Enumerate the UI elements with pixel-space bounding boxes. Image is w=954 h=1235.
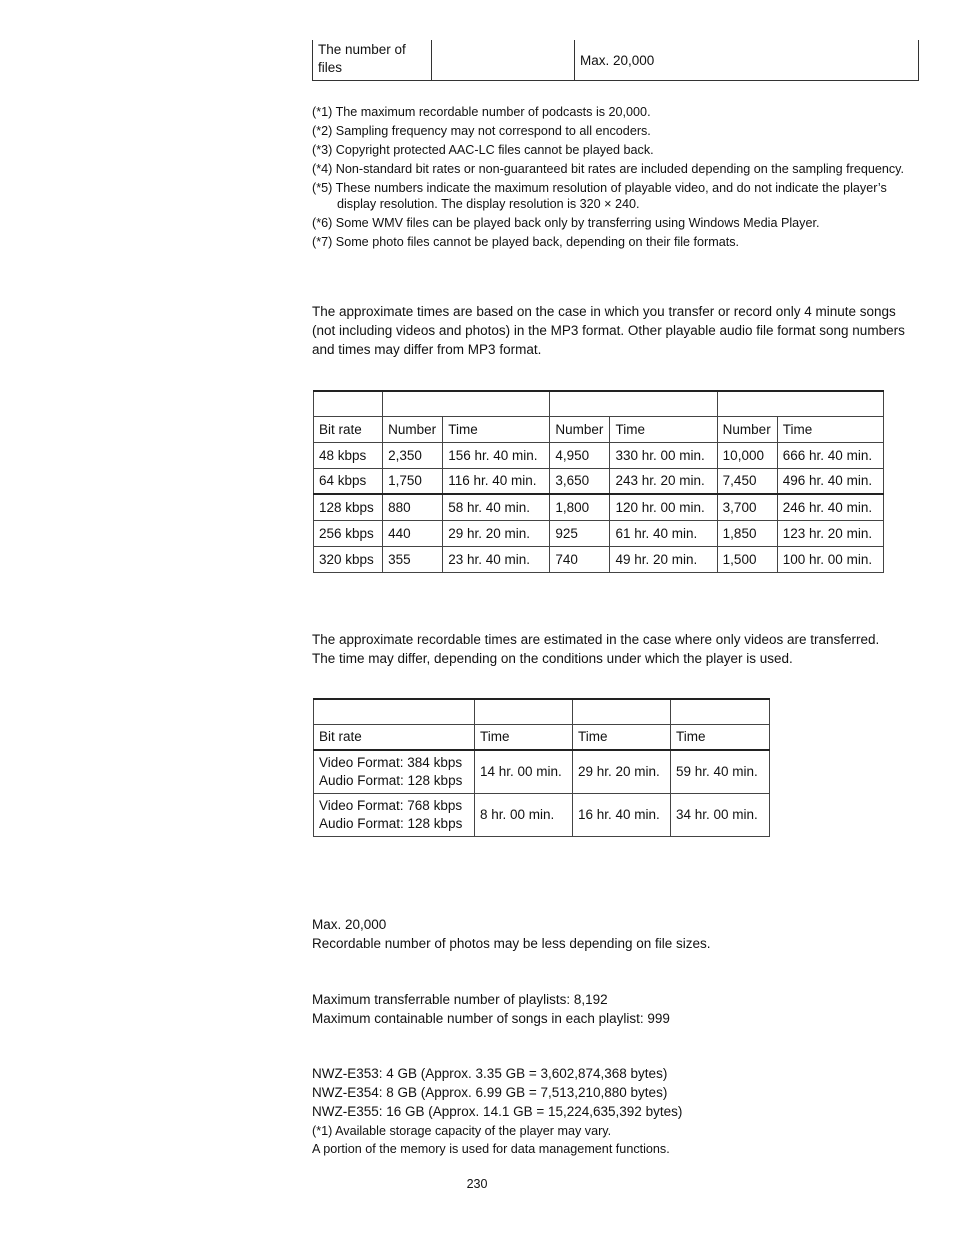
table-cell: 440 [383, 520, 443, 546]
music-table [313, 390, 884, 573]
table-cell: 880 [383, 494, 443, 520]
music-empty-cell [550, 391, 717, 416]
header-cell: Number [383, 416, 443, 442]
bitrate-line: Audio Format: 128 kbps [319, 772, 463, 788]
music-table-capacity-row [314, 391, 884, 416]
table-cell: 116 hr. 40 min. [443, 468, 550, 494]
page-number: 230 [466, 1177, 488, 1191]
file-count-table [312, 40, 919, 81]
header-cell: Number [550, 416, 610, 442]
table-cell: 64 kbps [314, 468, 383, 494]
header-cell: Time [573, 724, 671, 750]
bitrate-line: Video Format: 384 kbps [319, 754, 463, 770]
table-cell: 100 hr. 00 min. [777, 546, 883, 572]
header-cell: Time [671, 724, 770, 750]
table-cell: 128 kbps [314, 494, 383, 520]
footnotes [312, 104, 919, 253]
table-cell: 156 hr. 40 min. [443, 442, 550, 468]
table-row [314, 793, 770, 836]
header-cell: Bit rate [314, 724, 475, 750]
video-table [313, 698, 770, 837]
table-row [314, 494, 884, 520]
table-cell: 1,500 [717, 546, 777, 572]
playlist-songs-max: Maximum containable number of songs in each playlist: 999 [312, 1011, 670, 1026]
table-cell: 320 kbps [314, 546, 383, 572]
table-cell: 29 hr. 20 min. [573, 750, 671, 793]
table-cell: 4,950 [550, 442, 610, 468]
table-cell: 48 kbps [314, 442, 383, 468]
playlists-section [312, 990, 922, 1028]
music-table-header [314, 416, 884, 442]
table-cell: 330 hr. 00 min. [610, 442, 717, 468]
table-cell: 3,650 [550, 468, 610, 494]
file-count-label [313, 40, 432, 80]
file-count-value: Max. 20,000 [580, 52, 655, 68]
table-cell: 355 [383, 546, 443, 572]
video-empty-cell [573, 699, 671, 724]
file-count-empty-cell [432, 40, 575, 80]
table-cell: 10,000 [717, 442, 777, 468]
table-cell: 34 hr. 00 min. [671, 793, 770, 836]
header-cell: Time [475, 724, 573, 750]
capacity-line: NWZ-E353: 4 GB (Approx. 3.35 GB = 3,602,874,368 bytes) [312, 1066, 668, 1081]
footnote-1: (*1) The maximum recordable number of podcasts is 20,000. [312, 105, 651, 119]
table-cell: 740 [550, 546, 610, 572]
footnote-5: (*5) These numbers indicate the maximum resolution of playable video, and do not indicate the player’s display resolution. The display resolution is 320 × 240. [312, 181, 887, 211]
header-cell: Number [717, 416, 777, 442]
table-cell: 496 hr. 40 min. [777, 468, 883, 494]
file-count-label-line1: The number of [318, 42, 406, 57]
table-cell: 925 [550, 520, 610, 546]
video-intro-line1: The approximate recordable times are estimated in the case where only videos are transferred. [312, 632, 880, 647]
table-row [314, 546, 884, 572]
capacity-note-2: A portion of the memory is used for data management functions. [312, 1142, 670, 1156]
video-intro-line2: The time may differ, depending on the conditions under which the player is used. [312, 651, 793, 666]
table-cell: 666 hr. 40 min. [777, 442, 883, 468]
table-cell: 1,800 [550, 494, 610, 520]
footnote-7: (*7) Some photo files cannot be played back, depending on their file formats. [312, 235, 740, 249]
music-empty-cell [717, 391, 883, 416]
video-table-capacity-row [314, 699, 770, 724]
table-cell: 7,450 [717, 468, 777, 494]
table-cell: 59 hr. 40 min. [671, 750, 770, 793]
table-row [314, 520, 884, 546]
table-cell: 2,350 [383, 442, 443, 468]
video-empty-cell [671, 699, 770, 724]
table-cell: 49 hr. 20 min. [610, 546, 717, 572]
table-cell: 61 hr. 40 min. [610, 520, 717, 546]
table-row [314, 468, 884, 494]
capacity-section [312, 1064, 922, 1158]
capacity-line: NWZ-E355: 16 GB (Approx. 14.1 GB = 15,224,635,392 bytes) [312, 1104, 683, 1119]
table-cell [314, 750, 475, 793]
table-cell [314, 793, 475, 836]
table-cell: 3,700 [717, 494, 777, 520]
music-empty-cell [383, 391, 550, 416]
header-cell: Time [777, 416, 883, 442]
table-cell: 14 hr. 00 min. [475, 750, 573, 793]
table-cell: 120 hr. 00 min. [610, 494, 717, 520]
photos-section [312, 915, 922, 953]
photos-max: Max. 20,000 [312, 917, 387, 932]
table-row [314, 442, 884, 468]
bitrate-line: Audio Format: 128 kbps [319, 815, 463, 831]
playlists-max: Maximum transferrable number of playlists: 8,192 [312, 992, 608, 1007]
header-cell: Time [443, 416, 550, 442]
table-cell: 256 kbps [314, 520, 383, 546]
table-cell: 1,750 [383, 468, 443, 494]
video-empty-cell [475, 699, 573, 724]
video-intro [312, 630, 922, 668]
video-table-header [314, 724, 770, 750]
file-count-label-line2: files [318, 60, 343, 75]
music-empty-cell [314, 391, 383, 416]
footnote-6: (*6) Some WMV files can be played back only by transferring using Windows Media Player. [312, 216, 820, 230]
header-cell: Bit rate [314, 416, 383, 442]
bitrate-line: Video Format: 768 kbps [319, 797, 463, 813]
footnote-3: (*3) Copyright protected AAC-LC files cannot be played back. [312, 143, 654, 157]
music-intro: The approximate times are based on the case in which you transfer or record only 4 minute songs (not including videos and photos) in the MP3 format. Other playable audio file format song numbers and times may differ from MP3 format. [312, 304, 905, 357]
table-row [314, 750, 770, 793]
table-cell: 29 hr. 20 min. [443, 520, 550, 546]
header-cell: Time [610, 416, 717, 442]
capacity-line: NWZ-E354: 8 GB (Approx. 6.99 GB = 7,513,210,880 bytes) [312, 1085, 668, 1100]
table-cell: 16 hr. 40 min. [573, 793, 671, 836]
video-empty-cell [314, 699, 475, 724]
table-cell: 1,850 [717, 520, 777, 546]
table-cell: 8 hr. 00 min. [475, 793, 573, 836]
photos-note: Recordable number of photos may be less depending on file sizes. [312, 936, 711, 951]
table-cell: 123 hr. 20 min. [777, 520, 883, 546]
capacity-note-1: (*1) Available storage capacity of the player may vary. [312, 1124, 612, 1138]
table-cell: 246 hr. 40 min. [777, 494, 883, 520]
table-cell: 58 hr. 40 min. [443, 494, 550, 520]
footnote-4: (*4) Non-standard bit rates or non-guaranteed bit rates are included depending on the sampling frequency. [312, 162, 905, 176]
table-cell: 23 hr. 40 min. [443, 546, 550, 572]
table-cell: 243 hr. 20 min. [610, 468, 717, 494]
footnote-2: (*2) Sampling frequency may not correspond to all encoders. [312, 124, 651, 138]
